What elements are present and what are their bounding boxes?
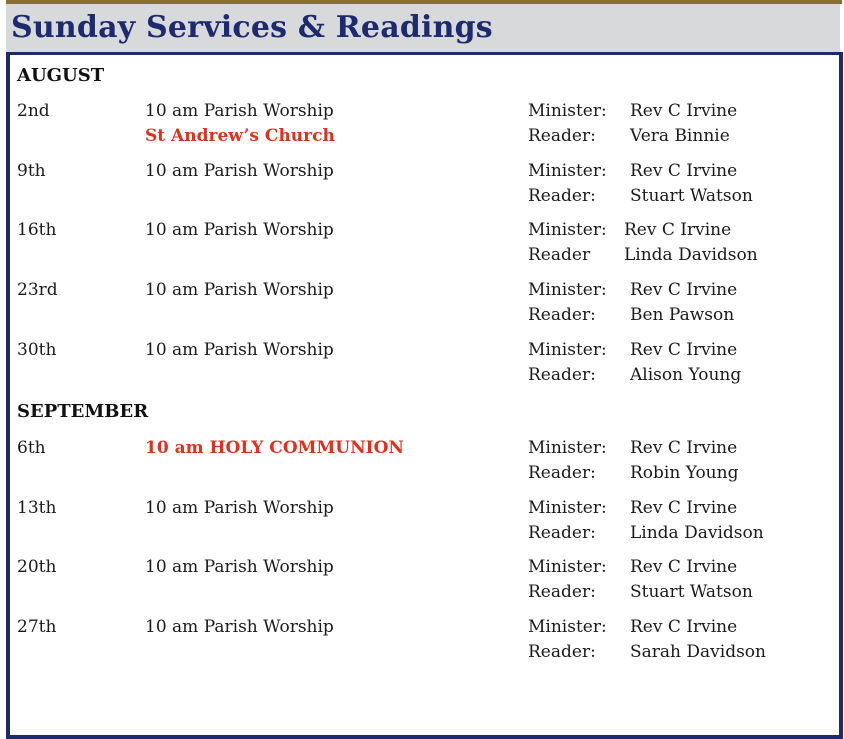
entry-service: 10 am Parish Worship [145, 340, 334, 360]
entry-date: 27th [17, 617, 57, 637]
entry-reader-name: Stuart Watson [630, 582, 753, 602]
schedule-panel [6, 52, 843, 739]
entry-minister-name: Rev C Irvine [630, 617, 738, 637]
entry-role-minister: Minister: [528, 557, 607, 577]
service-entry [10, 340, 839, 392]
entry-role-reader: Reader: [528, 582, 596, 602]
service-entry [10, 220, 839, 272]
entry-role-reader: Reader: [528, 523, 596, 543]
service-entry [10, 617, 839, 669]
entry-reader-name: Stuart Watson [630, 186, 753, 206]
entry-role-reader: Reader: [528, 642, 596, 662]
entry-role-minister: Minister: [528, 498, 607, 518]
entry-date: 2nd [17, 101, 50, 121]
entry-reader-name: Vera Binnie [630, 126, 730, 146]
entry-service: 10 am Parish Worship [145, 101, 334, 121]
entry-minister-name: Rev C Irvine [630, 498, 738, 518]
entry-role-reader: Reader: [528, 305, 596, 325]
entry-role-reader: Reader: [528, 126, 596, 146]
entry-service: 10 am Parish Worship [145, 617, 334, 637]
entry-date: 23rd [17, 280, 58, 300]
entry-date: 16th [17, 220, 57, 240]
entry-role-reader: Reader: [528, 365, 596, 385]
service-entry [10, 557, 839, 609]
entry-role-minister: Minister: [528, 101, 607, 121]
entry-reader-name: Robin Young [630, 463, 739, 483]
entry-minister-name: Rev C Irvine [630, 340, 738, 360]
entry-minister-name: Rev C Irvine [630, 438, 738, 458]
entry-date: 13th [17, 498, 57, 518]
entry-service: 10 am Parish Worship [145, 220, 334, 240]
entry-service: 10 am Parish Worship [145, 498, 334, 518]
entry-date: 20th [17, 557, 57, 577]
entry-role-minister: Minister: [528, 161, 607, 181]
entry-role-reader: Reader: [528, 463, 596, 483]
month-heading-september: SEPTEMBER [17, 401, 149, 422]
entry-service: 10 am Parish Worship [145, 161, 334, 181]
entry-role-minister: Minister: [528, 438, 607, 458]
entry-role-minister: Minister: [528, 617, 607, 637]
entry-reader-name: Linda Davidson [630, 523, 764, 543]
entry-reader-name: Ben Pawson [630, 305, 735, 325]
service-entry [10, 161, 839, 213]
entry-minister-name: Rev C Irvine [630, 280, 738, 300]
entry-role-minister: Minister: [528, 220, 607, 240]
header-banner [6, 4, 840, 52]
entry-minister-name: Rev C Irvine [624, 220, 732, 240]
entry-role-minister: Minister: [528, 280, 607, 300]
entry-date: 9th [17, 161, 46, 181]
entry-date: 30th [17, 340, 57, 360]
service-entry [10, 438, 839, 490]
page-title: Sunday Services & Readings [11, 10, 493, 45]
entry-role-reader: Reader: [528, 186, 596, 206]
entry-minister-name: Rev C Irvine [630, 101, 738, 121]
entry-date: 6th [17, 438, 46, 458]
entry-location: St Andrew’s Church [145, 126, 335, 146]
entry-service: 10 am HOLY COMMUNION [145, 438, 404, 458]
entry-role-minister: Minister: [528, 340, 607, 360]
service-entry [10, 498, 839, 550]
entry-reader-name: Sarah Davidson [630, 642, 766, 662]
entry-minister-name: Rev C Irvine [630, 161, 738, 181]
entry-role-reader: Reader [528, 245, 591, 265]
entry-reader-name: Alison Young [630, 365, 742, 385]
entry-service: 10 am Parish Worship [145, 280, 334, 300]
month-heading-august: AUGUST [17, 65, 105, 86]
entry-minister-name: Rev C Irvine [630, 557, 738, 577]
entry-service: 10 am Parish Worship [145, 557, 334, 577]
service-entry [10, 101, 839, 153]
service-entry [10, 280, 839, 332]
entry-reader-name: Linda Davidson [624, 245, 758, 265]
